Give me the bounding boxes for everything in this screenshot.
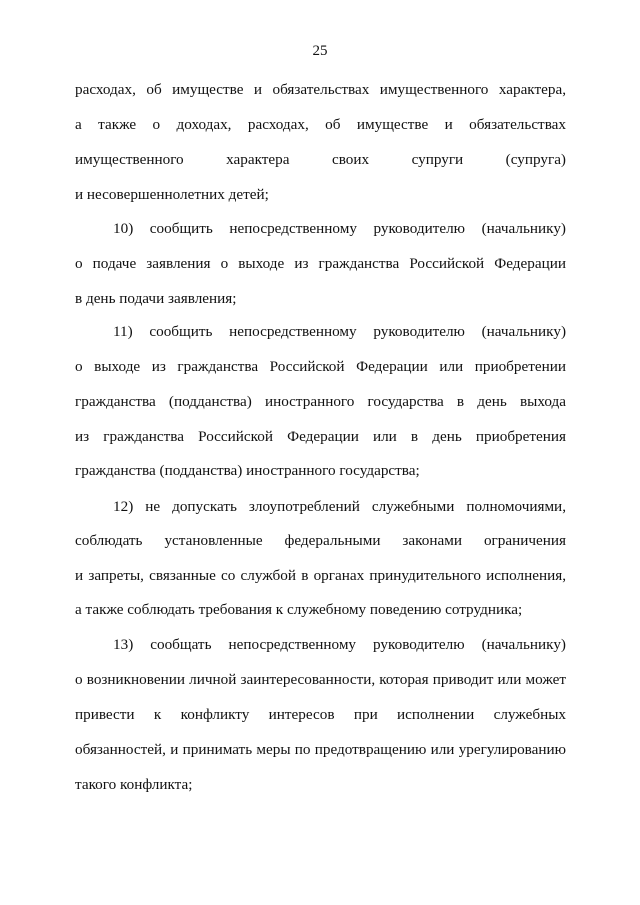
text-line: о выходе из гражданства Российской Федерации или приобретении <box>75 358 566 375</box>
text-line: такого конфликта; <box>75 776 193 793</box>
text-line: и несовершеннолетних детей; <box>75 186 269 203</box>
text-line: из гражданства Российской Федерации или в день приобретения <box>75 428 566 445</box>
text-line: имущественного характера своих супруги (супруга) <box>75 151 566 168</box>
text-line: о подаче заявления о выходе из гражданства Российской Федерации <box>75 255 566 272</box>
text-line: соблюдать установленные федеральными законами ограничения <box>75 532 566 549</box>
text-line: обязанностей, и принимать меры по предотвращению или урегулированию <box>75 741 566 758</box>
text-line: в день подачи заявления; <box>75 290 237 307</box>
text-line: и запреты, связанные со службой в органах принудительного исполнения, <box>75 567 566 584</box>
text-line: а также соблюдать требования к служебному поведению сотрудника; <box>75 601 523 618</box>
page-number: 25 <box>312 43 328 59</box>
text-line: о возникновении личной заинтересованности, которая приводит или может <box>75 671 566 688</box>
text-line: 11) сообщить непосредственному руководителю (начальнику) <box>113 323 566 340</box>
text-line: привести к конфликту интересов при исполнении служебных <box>75 706 566 723</box>
text-line: 13) сообщать непосредственному руководителю (начальнику) <box>113 636 566 653</box>
text-line: 10) сообщить непосредственному руководителю (начальнику) <box>113 220 566 237</box>
text-line: расходах, об имуществе и обязательствах имущественного характера, <box>75 81 566 98</box>
text-line: гражданства (подданства) иностранного государства; <box>75 462 420 479</box>
text-line: 12) не допускать злоупотреблений служебными полномочиями, <box>113 498 566 515</box>
text-line: а также о доходах, расходах, об имуществе и обязательствах <box>75 116 566 133</box>
text-line: гражданства (подданства) иностранного государства в день выхода <box>75 393 566 410</box>
